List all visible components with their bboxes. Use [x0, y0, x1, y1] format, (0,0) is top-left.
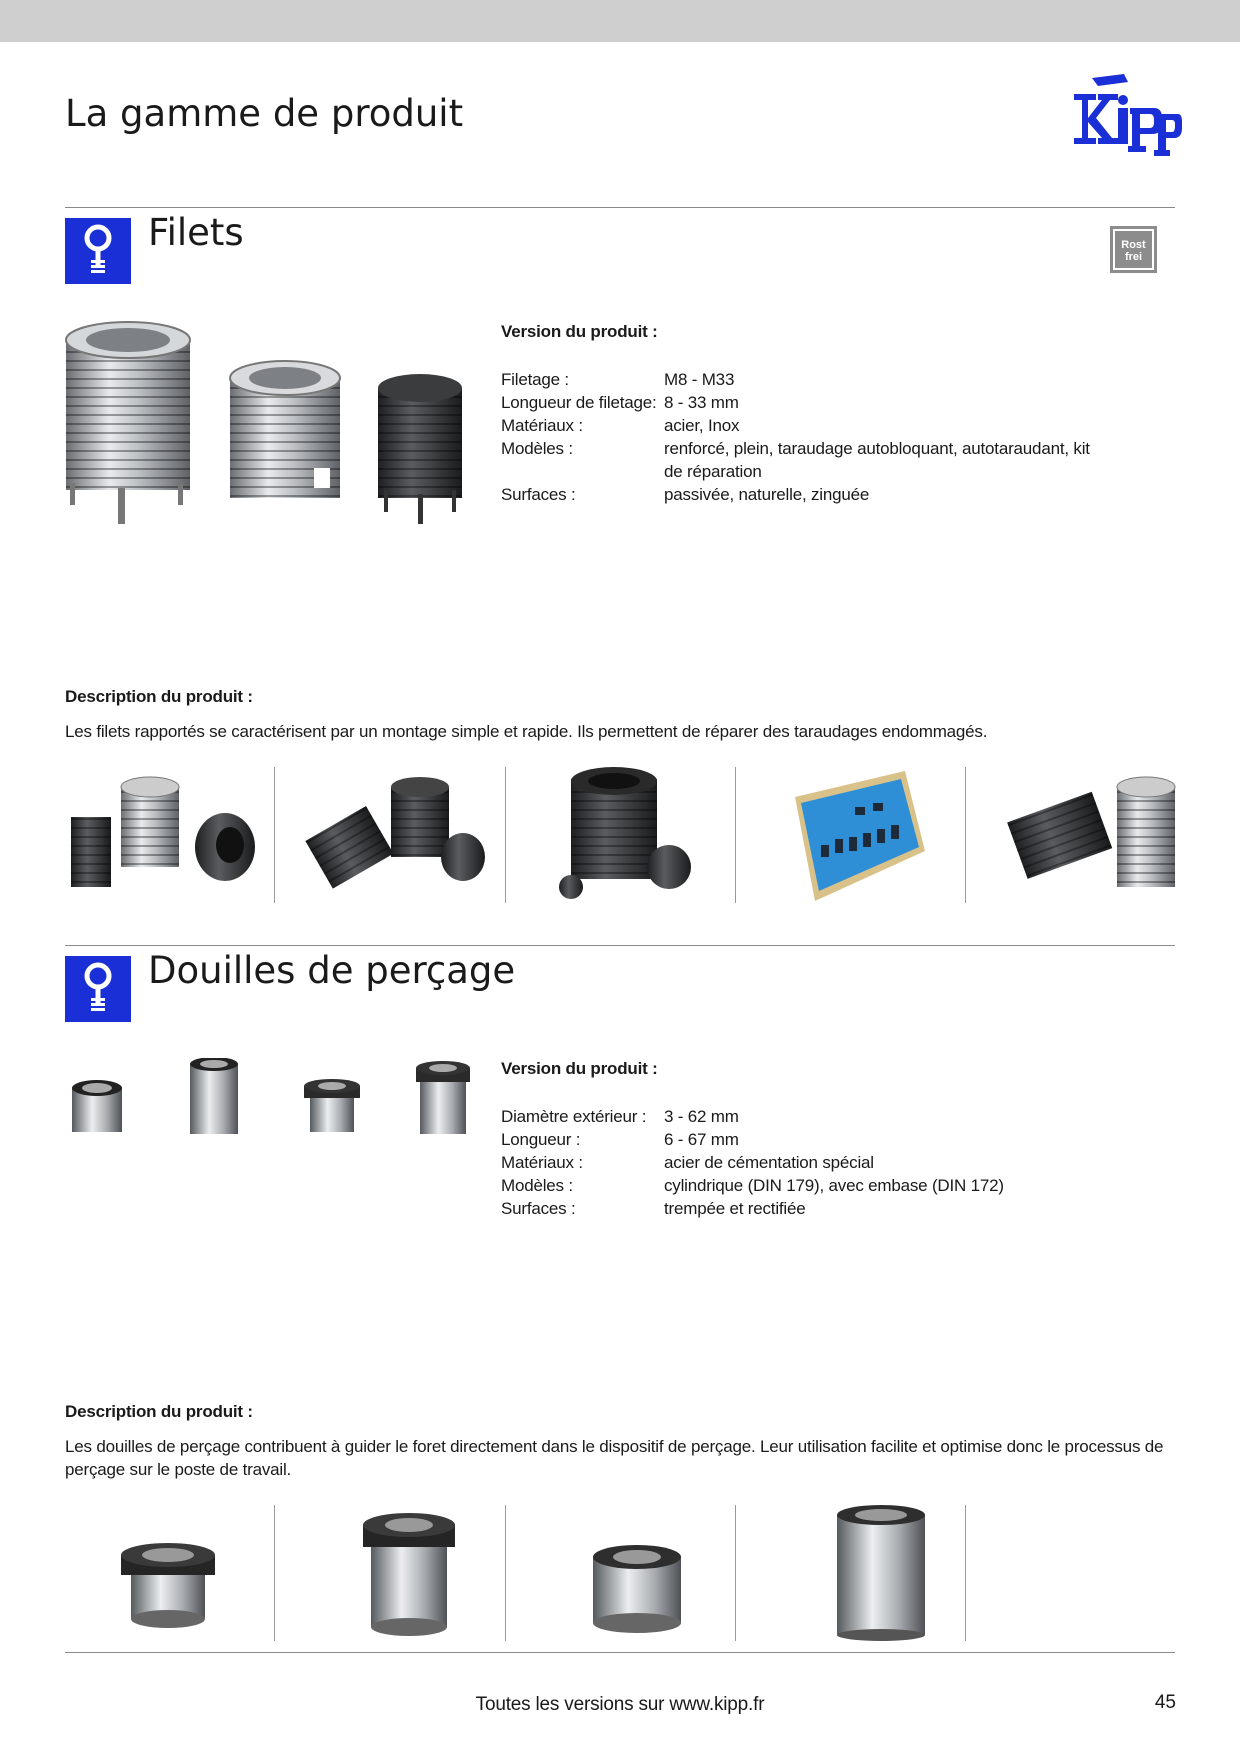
spec-value: cylindrique (DIN 179), avec embase (DIN 172) [664, 1176, 1004, 1195]
spec-key: Surfaces : [501, 485, 576, 504]
spec-row [501, 1174, 1104, 1197]
spec-value: acier de cémentation spécial [664, 1153, 874, 1172]
section-title-douilles: Douilles de perçage [148, 949, 516, 992]
product-description: Les filets rapportés se caractérisent par un montage simple et rapide. Ils permettent de réparer des taraudages endommagés. [65, 722, 988, 741]
spec-row [501, 1128, 1104, 1151]
spec-key: Matériaux : [501, 416, 583, 435]
spec-row [501, 368, 1104, 391]
product-thumbnail [65, 767, 295, 903]
spec-row [501, 1151, 1104, 1174]
product-thumbnail [295, 1505, 525, 1641]
page-title: La gamme de produit [65, 92, 464, 135]
spec-value: passivée, naturelle, zinguée [664, 485, 870, 504]
spec-value: 6 - 67 mm [664, 1130, 739, 1149]
product-thumbnail [295, 767, 525, 903]
kipp-logo [1062, 74, 1182, 166]
spec-key: Longueur de filetage: [501, 393, 657, 412]
spec-key: Filetage : [501, 370, 569, 389]
footer-link-text: Toutes les versions sur www.kipp.fr [475, 1694, 765, 1715]
spec-row [501, 483, 1104, 506]
spec-value: acier, Inox [664, 416, 740, 435]
svg-text:Rost: Rost [1121, 239, 1146, 251]
spec-value: renforcé, plein, taraudage autobloquant, autotaraudant, kit de réparation [664, 439, 1090, 481]
top-bar [0, 0, 1240, 42]
product-thumbnail [755, 767, 985, 903]
spec-key: Surfaces : [501, 1199, 576, 1218]
filets-image-strip [65, 767, 1175, 903]
section-divider [65, 207, 1175, 208]
rostfrei-badge [1110, 226, 1157, 273]
product-thumbnail [525, 1505, 755, 1641]
spec-key: Diamètre extérieur : [501, 1107, 647, 1126]
product-thumbnail [65, 1505, 295, 1641]
spec-table-douilles [501, 1105, 1104, 1220]
svg-text:frei: frei [1124, 251, 1143, 263]
product-thumbnail [985, 767, 1215, 903]
spec-value: M8 - M33 [664, 370, 735, 389]
douilles-image-strip [65, 1505, 1175, 1641]
info-icon [65, 218, 131, 284]
version-label: Version du produit : [501, 322, 658, 341]
section-title-filets: Filets [148, 211, 244, 254]
filets-product-image [62, 318, 472, 528]
spec-value: 3 - 62 mm [664, 1107, 739, 1126]
page-number: 45 [1154, 1692, 1176, 1713]
spec-value: trempée et rectifiée [664, 1199, 806, 1218]
product-description: Les douilles de perçage contribuent à guider le foret directement dans le dispositif de perçage. Leur utilisation facilite et optimise donc le processus de perçage sur le poste de travail. [65, 1437, 1164, 1479]
spec-row [501, 437, 1104, 483]
description-label: Description du produit : [65, 1402, 253, 1421]
spec-key: Modèles : [501, 439, 573, 458]
version-label: Version du produit : [501, 1059, 658, 1078]
spec-key: Matériaux : [501, 1153, 583, 1172]
spec-key: Modèles : [501, 1176, 573, 1195]
spec-table-filets [501, 368, 1104, 506]
spec-row [501, 391, 1104, 414]
douilles-product-image [62, 1058, 482, 1142]
product-thumbnail [525, 767, 755, 903]
info-icon [65, 956, 131, 1022]
footer-divider [65, 1652, 1175, 1653]
spec-row [501, 1105, 1104, 1128]
description-label: Description du produit : [65, 687, 253, 706]
section-divider [65, 945, 1175, 946]
spec-value: 8 - 33 mm [664, 393, 739, 412]
product-thumbnail [755, 1505, 985, 1641]
spec-key: Longueur : [501, 1130, 581, 1149]
spec-row [501, 414, 1104, 437]
spec-row [501, 1197, 1104, 1220]
